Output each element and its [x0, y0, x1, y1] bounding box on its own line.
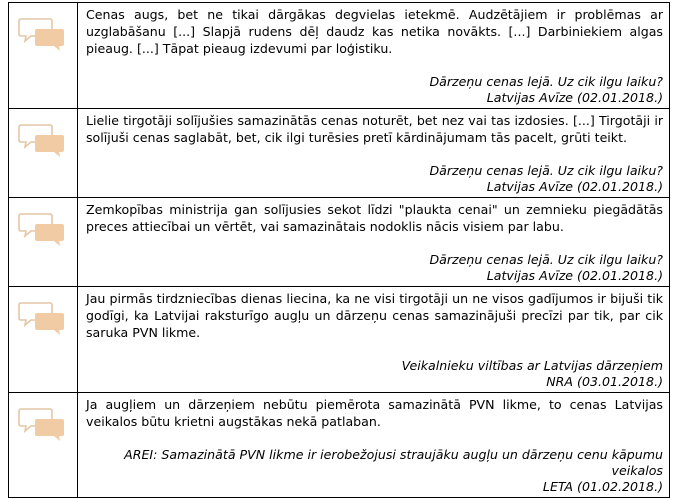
- quote-source: [86, 358, 663, 390]
- icon-cell: [9, 3, 78, 109]
- quote-text: Ja augļiem un dārzeņiem nebūtu piemērota samazinātā PVN likme, to cenas Latvijas veikalos būtu krietni augstākas nekā patlaban.: [86, 397, 663, 429]
- quote-source: [86, 447, 663, 495]
- speech-bubbles-icon: [17, 123, 67, 159]
- quote-text: Zemkopības ministrija gan solījusies sekot līdzi "plaukta cenai" un zemnieku piegādātās preces attiecībai un vērtēt, vai samazinātais nodoklis nācis visiem par labu.: [86, 202, 663, 234]
- speech-bubbles-icon: [17, 407, 67, 443]
- publication: Latvijas Avīze (02.01.2018.): [486, 268, 663, 283]
- quote-cell: [78, 109, 670, 198]
- quote-text: Cenas augs, bet ne tikai dārgākas degvielas ietekmē. Audzētājiem ir problēmas ar uzglabāšanu [...] Slapjā rudens dēļ daudz kas netika novākts. [...] Darbiniekiem algas pieaug. [...] Tāpat pieaug izdevumi par loģistiku.: [86, 7, 663, 56]
- quote-cell: [78, 393, 670, 498]
- icon-cell: [9, 287, 78, 393]
- quote-row: [9, 198, 670, 287]
- icon-cell: [9, 109, 78, 198]
- quote-text: Jau pirmās tirdzniecības dienas liecina, ka ne visi tirgotāji un ne visos gadījumos ir bijuši tik godīgi, ka Latvijai raksturīgo augļu un dārzeņu cenas samazinājuši precīzi par tik, par cik saruka PVN likme.: [86, 291, 663, 340]
- quote-source: [86, 163, 663, 195]
- quote-cell: [78, 3, 670, 109]
- quote-row: [9, 393, 670, 498]
- article-title: Dārzeņu cenas lejā. Uz cik ilgu laiku?: [429, 74, 663, 89]
- article-title: Dārzeņu cenas lejā. Uz cik ilgu laiku?: [429, 163, 663, 178]
- quote-source: [86, 74, 663, 106]
- quote-cell: [78, 198, 670, 287]
- icon-cell: [9, 198, 78, 287]
- quote-text: Lielie tirgotāji solījušies samazinātās cenas noturēt, bet nez vai tas izdosies. [...] Tirgotāji ir solījuši cenas saglabāt, bet, cik ilgi turēsies pretī kārdinājumam tās pacelt, grūti teikt.: [86, 113, 663, 145]
- quote-row: [9, 287, 670, 393]
- speech-bubbles-icon: [17, 301, 67, 337]
- quote-row: [9, 3, 670, 109]
- publication: NRA (03.01.2018.): [546, 374, 663, 389]
- publication: Latvijas Avīze (02.01.2018.): [486, 90, 663, 105]
- quotes-table: [8, 2, 670, 498]
- article-title: AREI: Samazinātā PVN likme ir ierobežojusi straujāku augļu un dārzeņu cenu kāpumu veikalos: [124, 447, 663, 478]
- quote-row: [9, 109, 670, 198]
- article-title: Dārzeņu cenas lejā. Uz cik ilgu laiku?: [429, 252, 663, 267]
- publication: Latvijas Avīze (02.01.2018.): [486, 179, 663, 194]
- speech-bubbles-icon: [17, 17, 67, 53]
- article-title: Veikalnieku viltības ar Latvijas dārzeņiem: [401, 358, 663, 373]
- publication: LETA (01.02.2018.): [542, 479, 663, 494]
- quote-cell: [78, 287, 670, 393]
- speech-bubbles-icon: [17, 212, 67, 248]
- quote-source: [86, 252, 663, 284]
- icon-cell: [9, 393, 78, 498]
